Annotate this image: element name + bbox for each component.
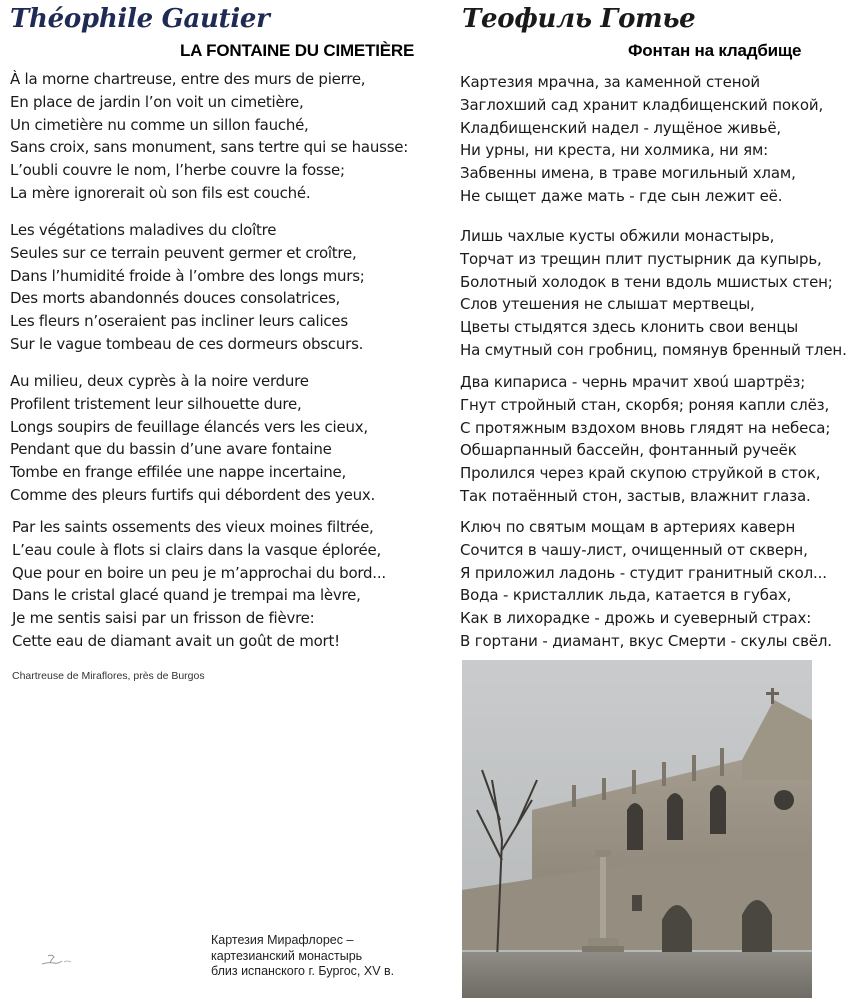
stanza-fr-3 (10, 370, 375, 507)
poem-line: Des morts abandonnés douces consolatrices, (10, 289, 341, 308)
stanza-ru-3 (460, 371, 830, 508)
poem-line: Seules sur ce terrain peuvent germer et croître, (10, 243, 357, 262)
poem-line: Торчат из трещин плит пустырник да купырь, (460, 249, 822, 268)
title-ru: Фонтан на кладбище (628, 41, 802, 60)
caption-line: картезианский монастырь (211, 948, 363, 963)
poem-line: Sans croix, sans monument, sans tertre qui se hausse: (10, 138, 409, 157)
poem-line: Не сыщет даже мать - где сын лежит её. (460, 186, 783, 205)
poem-line: С протяжным вздохом вновь глядят на небеса; (460, 418, 831, 437)
poem-line: Вода - кристаллик льда, катается в губах, (460, 586, 792, 605)
poem-line: Так потаённый стон, застыв, влажнит глаза. (460, 486, 811, 505)
poem-line: Болотный холодок в тени вдоль мшистых стен; (460, 272, 833, 291)
poem-line: Пролился через край скупою струйкой в сток, (460, 464, 821, 483)
signature-icon (38, 948, 78, 970)
poem-line: Tombe en frange effilée une nappe incertaine, (10, 463, 346, 482)
monastery-illustration (462, 660, 812, 998)
photo-caption-fr: Chartreuse de Miraflores, près de Burgos (12, 670, 205, 682)
poem-line: Que pour en boire un peu je m’approchai du bord... (12, 563, 386, 582)
poem-line: Я приложил ладонь - студит гранитный скол... (460, 563, 827, 582)
poem-line: Sur le vague tombeau de ces dormeurs obscurs. (10, 334, 364, 353)
poem-line: Цветы стыдятся здесь клонить свои венцы (460, 318, 799, 337)
poem-line: Лишь чахлые кусты обжили монастырь, (460, 227, 775, 245)
author-fr: Théophile Gautier (10, 4, 270, 34)
poem-line: Dans l’humidité froide à l’ombre des longs murs; (10, 266, 365, 285)
poem-line: Longs soupirs de feuillage élancés vers les cieux, (10, 417, 368, 436)
poem-line: Les végétations maladives du cloître (10, 221, 277, 239)
poem-line: Les fleurs n’oseraient pas incliner leurs calices (10, 312, 348, 331)
stanza-fr-1 (10, 68, 408, 205)
photo-caption-ru (211, 933, 394, 980)
poem-line: Comme des pleurs furtifs qui débordent des yeux. (10, 485, 376, 504)
poem-line: Un cimetière nu comme un sillon fauché, (10, 115, 309, 134)
poem-line: Dans le cristal glacé quand je trempai ma lèvre, (12, 586, 361, 605)
poem-line: Как в лихорадке - дрожь и суеверный страх: (460, 609, 812, 628)
poem-line: Ключ по святым мощам в артериях каверн (460, 518, 796, 536)
stanza-fr-4 (12, 516, 386, 653)
poem-line: Гнут стройный стан, скорбя; роняя капли слёз, (460, 395, 830, 414)
poem-line: Сочится в чашу-лист, очищенный от скверн, (460, 540, 808, 559)
poem-line: Je me sentis saisi par un frisson de fièvre: (12, 609, 315, 628)
title-fr: LA FONTAINE DU CIMETIÈRE (180, 41, 415, 60)
author-ru: Теофиль Готье (462, 4, 696, 34)
poem-line: Заглохший сад хранит кладбищенский покой, (460, 95, 824, 114)
poem-line: Cette eau de diamant avait un goût de mort! (12, 631, 340, 650)
caption-line: Картезия Мирафлорес – (211, 933, 354, 947)
poem-line: Profilent tristement leur silhouette dure, (10, 394, 302, 413)
poem-line: Au milieu, deux cyprès à la noire verdure (10, 372, 309, 390)
poem-line: Забвенны имена, в траве могильный хлам, (460, 164, 796, 183)
stanza-fr-2 (10, 219, 365, 356)
poem-line: Картезия мрачна, за каменной стеной (460, 73, 761, 91)
poem-line: Pendant que du bassin d’une avare fontaine (10, 440, 332, 459)
stanza-ru-1 (460, 71, 823, 208)
poem-line: L’oubli couvre le nom, l’herbe couvre la fosse; (10, 161, 345, 180)
poem-line: Кладбищенский надел - лущёное живьё, (460, 118, 782, 137)
monastery-photo (462, 660, 812, 998)
poem-line: Два кипариса - чернь мрачит хвоú шартрёз; (460, 373, 806, 391)
stanza-ru-2 (460, 225, 847, 362)
poem-line: Par les saints ossements des vieux moines filtrée, (12, 518, 374, 536)
poem-line: На смутный сон гробниц, помянув бренный тлен. (460, 340, 847, 359)
poem-line: La mère ignorerait où son fils est couché. (10, 183, 311, 202)
poem-line: Обшарпанный бассейн, фонтанный ручеёк (460, 441, 797, 460)
poem-line: Слов утешения не слышат мертвецы, (460, 295, 755, 314)
stanza-ru-4 (460, 516, 832, 653)
caption-line: близ испанского г. Бургос, XV в. (211, 964, 395, 978)
poem-line: L’eau coule à flots si clairs dans la vasque éplorée, (12, 540, 381, 559)
poem-line: À la morne chartreuse, entre des murs de pierre, (10, 70, 366, 88)
poem-line: En place de jardin l’on voit un cimetière, (10, 92, 304, 111)
poem-line: В гортани - диамант, вкус Смерти - скулы свёл. (460, 631, 832, 650)
poem-line: Ни урны, ни креста, ни холмика, ни ям: (460, 141, 769, 160)
